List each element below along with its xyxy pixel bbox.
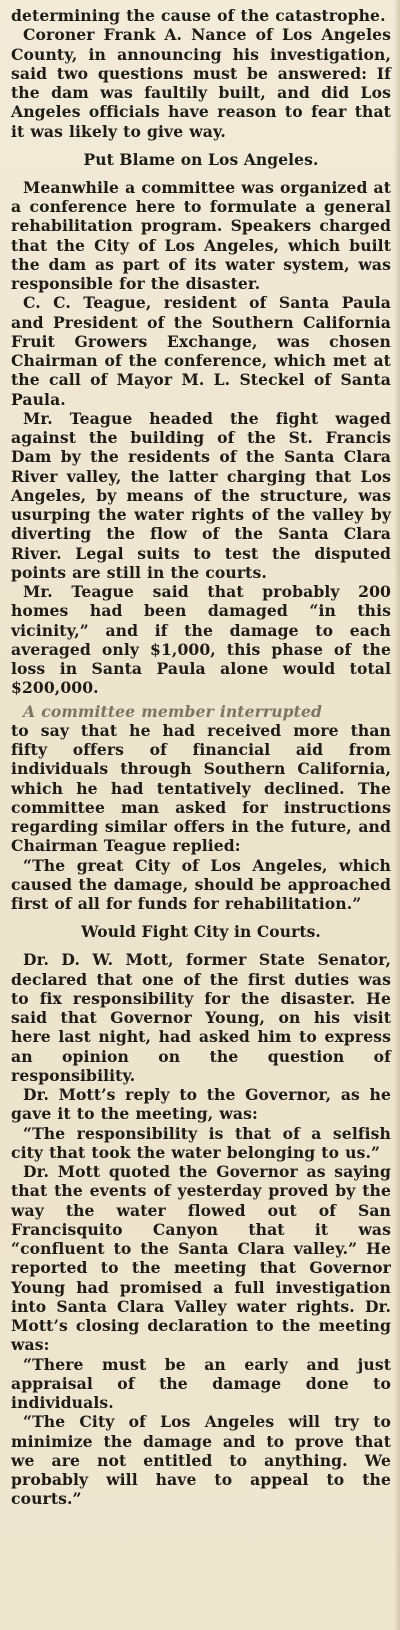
paragraph-teague-quote: “The great City of Los Angeles, which caused the damage, should be approached first of all for funds for rehabilitation.” bbox=[11, 855, 391, 913]
paragraph-courts-quote: “The City of Los Angeles will try to minimize the damage and to prove that we are not entitled to anything. We probably will have to appeal to the courts.” bbox=[11, 1412, 391, 1509]
paragraph-teague-fight: Mr. Teague headed the fight waged against the building of the St. Francis Dam by the residents of the Santa Clara River valley, the latter charging that Los Angeles, by means of the structure, was usurping the water rights of the valley by diverting the flow of the Santa Clara River. Legal suits to test the disputed points are still in the courts. bbox=[11, 408, 391, 582]
paragraph-continuation: determining the cause of the catastrophe. bbox=[11, 6, 386, 25]
paragraph-mott: Dr. D. W. Mott, former State Senator, declared that one of the first duties was to fix responsibility for the disaster. He said that Governor Young, on his visit here last night, had asked him to express an opinion on the question of responsibility. bbox=[11, 950, 391, 1085]
paragraph-appraisal-quote: “There must be an early and just appraisal of the damage done to individuals. bbox=[11, 1354, 391, 1412]
subhead-fight-city: Would Fight City in Courts. bbox=[81, 922, 321, 942]
subhead-put-blame: Put Blame on Los Angeles. bbox=[83, 149, 319, 169]
paragraph-financial-aid: to say that he had received more than fifty offers of financial aid from individuals through Southern California, which he had tentatively declined. The committee man asked for instructions regarding similar offers in the future, and Chairman Teague replied: bbox=[11, 720, 391, 856]
paragraph-damage-estimate: Mr. Teague said that probably 200 homes had been damaged “in this vicinity,” and if the damage to each averaged only $1,000, this phase of the loss in Santa Paula alone would total $200,000. bbox=[11, 582, 391, 698]
paragraph-governor: Dr. Mott quoted the Governor as saying that the events of yesterday proved by the way the water flowed out of San Francisquito Canyon that it was “confluent to the Santa Clara valley.” He reported to the meeting that Governor Young had promised a full investigation into Santa Clara Valley water rights. Dr. Mott’s closing declaration to the meeting was: bbox=[11, 1162, 391, 1355]
paper-edge-shadow bbox=[394, 0, 400, 1630]
paragraph-committee: Meanwhile a committee was organized at a conference here to formulate a general rehabilitation program. Speakers charged that the City of Los Angeles, which built the dam as part of its water system, was responsible for the disaster. bbox=[11, 177, 391, 293]
article-column bbox=[11, 6, 391, 1509]
paragraph-coroner: Coroner Frank A. Nance of Los Angeles County, in announcing his investigation, said two questions must be answered: If the dam was faultily built, and did Los Angeles officials have reason to fear that it was likely to give way. bbox=[11, 25, 391, 141]
paragraph-teague-chairman: C. C. Teague, resident of Santa Paula and President of the Southern California Fruit Growers Exchange, was chosen Chairman of the conference, which met at the call of Mayor M. L. Steckel of Santa Paula. bbox=[11, 293, 391, 409]
paragraph-mott-quote: “The responsibility is that of a selfish city that took the water belonging to us.” bbox=[11, 1123, 391, 1162]
paragraph-mott-reply: Dr. Mott’s reply to the Governor, as he gave it to the meeting, was: bbox=[11, 1085, 391, 1124]
paragraph-interrupted-faded: A committee member interrupted bbox=[23, 701, 322, 721]
